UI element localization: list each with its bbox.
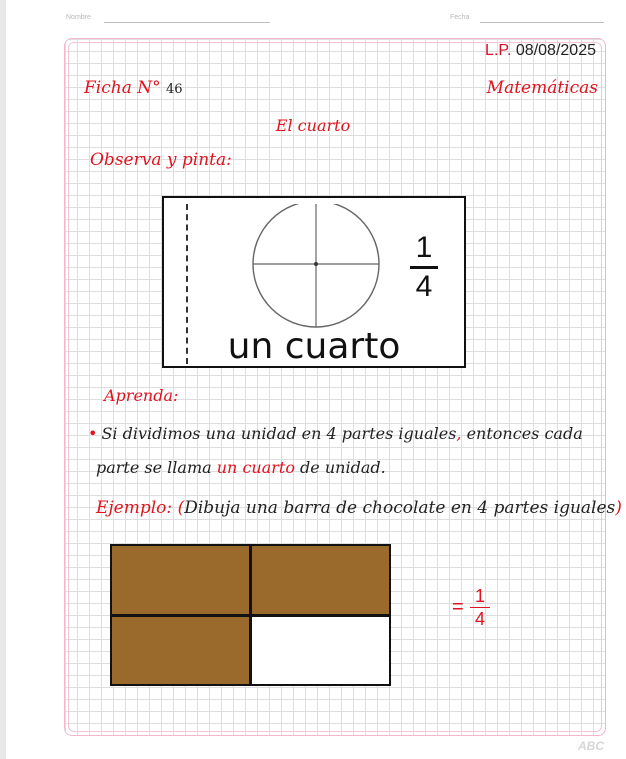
result-fraction bbox=[470, 586, 490, 629]
card-caption: un cuarto bbox=[227, 326, 401, 367]
example-heading bbox=[96, 498, 622, 518]
date-label: Fecha bbox=[450, 14, 470, 21]
chocolate-bar bbox=[110, 544, 391, 686]
date-stamp bbox=[485, 42, 596, 60]
lesson-text-1: Si dividimos una unidad en 4 partes iguales bbox=[101, 424, 457, 443]
result-numerator: 1 bbox=[474, 586, 485, 606]
chocolate-piece bbox=[112, 546, 249, 614]
card-fraction-denominator: 4 bbox=[415, 270, 433, 303]
lesson-line2-start: parte se llama bbox=[96, 458, 217, 477]
aprenda-heading: Aprenda: bbox=[104, 386, 179, 405]
publisher-logo: ABC bbox=[578, 739, 604, 753]
card-fraction-numerator: 1 bbox=[415, 231, 433, 264]
ficha-heading bbox=[84, 78, 183, 98]
example-instruction: Dibuja una barra de chocolate en 4 partes iguales bbox=[184, 498, 616, 518]
result-denominator: 4 bbox=[474, 609, 485, 629]
example-label: Ejemplo: bbox=[96, 498, 173, 518]
name-label: Nombre bbox=[66, 14, 91, 21]
equals-sign: = bbox=[452, 596, 464, 618]
result-fraction-bar bbox=[470, 607, 490, 608]
chocolate-piece bbox=[252, 617, 389, 685]
date-day: 08/ bbox=[515, 42, 539, 59]
date-line bbox=[480, 22, 604, 23]
lesson-line2-end: de unidad. bbox=[294, 458, 386, 477]
page-title: El cuarto bbox=[275, 116, 351, 135]
chocolate-piece bbox=[112, 617, 249, 685]
fraction-card bbox=[162, 196, 466, 368]
subject-heading: Matemáticas bbox=[486, 78, 598, 98]
page-edge bbox=[0, 0, 6, 759]
example-paren-open: ( bbox=[177, 498, 185, 518]
ficha-label: Ficha N° bbox=[84, 78, 161, 98]
card-fraction bbox=[406, 232, 442, 303]
name-line bbox=[104, 22, 270, 23]
lesson-line-1 bbox=[88, 424, 583, 443]
date-rest: 08/2025 bbox=[538, 42, 596, 59]
ficha-number: 46 bbox=[166, 82, 183, 97]
lesson-line-2 bbox=[96, 458, 386, 477]
lesson-comma: , bbox=[456, 424, 462, 443]
bullet-dot: • bbox=[88, 424, 98, 443]
instruction-text: Observa y pinta: bbox=[90, 150, 232, 170]
chocolate-piece bbox=[252, 546, 389, 614]
date-prefix: L.P. bbox=[485, 42, 512, 59]
lesson-highlight: un cuarto bbox=[216, 458, 295, 477]
example-paren-close: ) bbox=[615, 498, 622, 518]
card-fraction-bar bbox=[410, 266, 438, 269]
lesson-text-2: entonces cada bbox=[461, 424, 583, 443]
quartered-circle-icon bbox=[248, 204, 388, 328]
